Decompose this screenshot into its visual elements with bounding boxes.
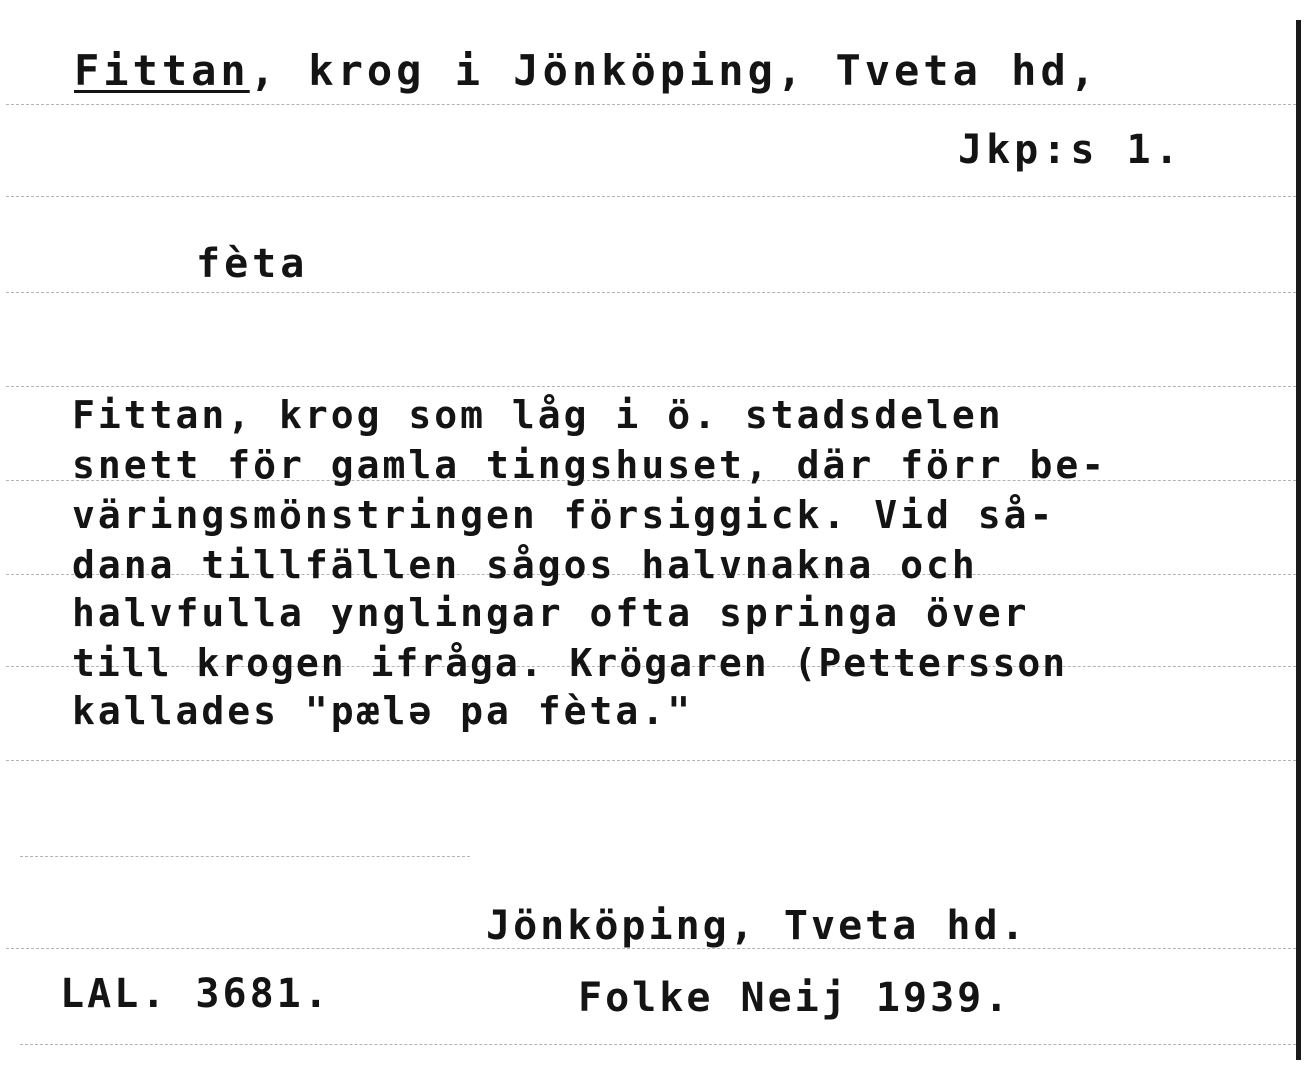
reference-code: Jkp:s 1.	[958, 127, 1183, 173]
heading-rest: , krog i Jönköping, Tveta hd,	[249, 46, 1100, 95]
ruling-line	[20, 1044, 1296, 1045]
ruling-line	[6, 386, 1296, 387]
ruling-line	[6, 196, 1296, 197]
ruling-line	[20, 856, 470, 857]
heading-word: Fittan	[74, 46, 250, 95]
ruling-line	[6, 760, 1296, 761]
collector-signature: Folke Neij 1939.	[578, 975, 1012, 1021]
card-edge-line	[1296, 20, 1301, 1060]
body-line: till krogen ifråga. Krögaren (Pettersson	[72, 641, 1068, 685]
body-line: dana tillfällen sågos halvnakna och	[72, 543, 978, 587]
archive-number: LAL. 3681.	[60, 971, 331, 1017]
place-name: Jönköping, Tveta hd.	[486, 903, 1028, 949]
body-line: snett för gamla tingshuset, där förr be-	[72, 443, 1108, 487]
heading-line	[74, 46, 1100, 95]
ruling-line	[6, 104, 1296, 105]
body-line: väringsmönstringen försiggick. Vid så-	[72, 493, 1056, 537]
ruling-line	[6, 292, 1296, 293]
pronunciation: fèta	[196, 241, 309, 287]
body-line: Fittan, krog som låg i ö. stadsdelen	[72, 393, 1004, 437]
body-line: kallades "pælə pa fèta."	[72, 689, 694, 733]
body-line: halvfulla ynglingar ofta springa över	[72, 591, 1030, 635]
